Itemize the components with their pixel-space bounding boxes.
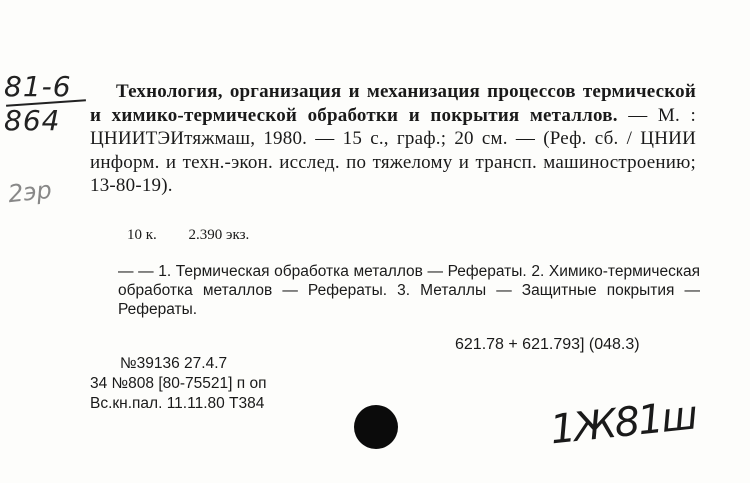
price-and-print-run <box>127 227 277 244</box>
pencil-note: 2эр <box>6 175 54 209</box>
handwritten-signature: 1Ж81ш <box>547 392 699 454</box>
call-number-top: 81-6 <box>4 70 72 103</box>
udc-classification: 621.78 + 621.793] (048.3) <box>455 336 640 353</box>
punch-hole <box>354 405 398 449</box>
print-run: 2.390 экз. <box>188 227 250 243</box>
bibliographic-description <box>90 80 696 198</box>
publication-details: — М. : ЦНИИТЭИтяжмаш, 1980. — 15 с., граф.; 20 см. — (Реф. сб. / ЦНИИ информ. и техн.-экон. исслед. по тяжелому и трансп. машиностроению; 13-80-19). <box>90 104 696 196</box>
subject-headings: — — 1. Термическая обработка металлов — Рефераты. 2. Химико-термическая обработка металлов — Рефераты. 3. Металлы — Защитные покрытия — Рефераты. <box>118 263 700 318</box>
order-number: 34 №808 [80-75521] п оп <box>90 375 267 392</box>
price: 10 к. <box>127 227 157 243</box>
chamber-stamp: Вс.кн.пал. 11.11.80 Т384 <box>90 395 265 412</box>
work-title: Технология, организация и механизация процессов термической и химико-термической обработки и покрытия металлов. <box>90 81 696 126</box>
registration-number: №39136 27.4.7 <box>120 355 228 372</box>
call-number-bottom: 864 <box>4 104 61 137</box>
